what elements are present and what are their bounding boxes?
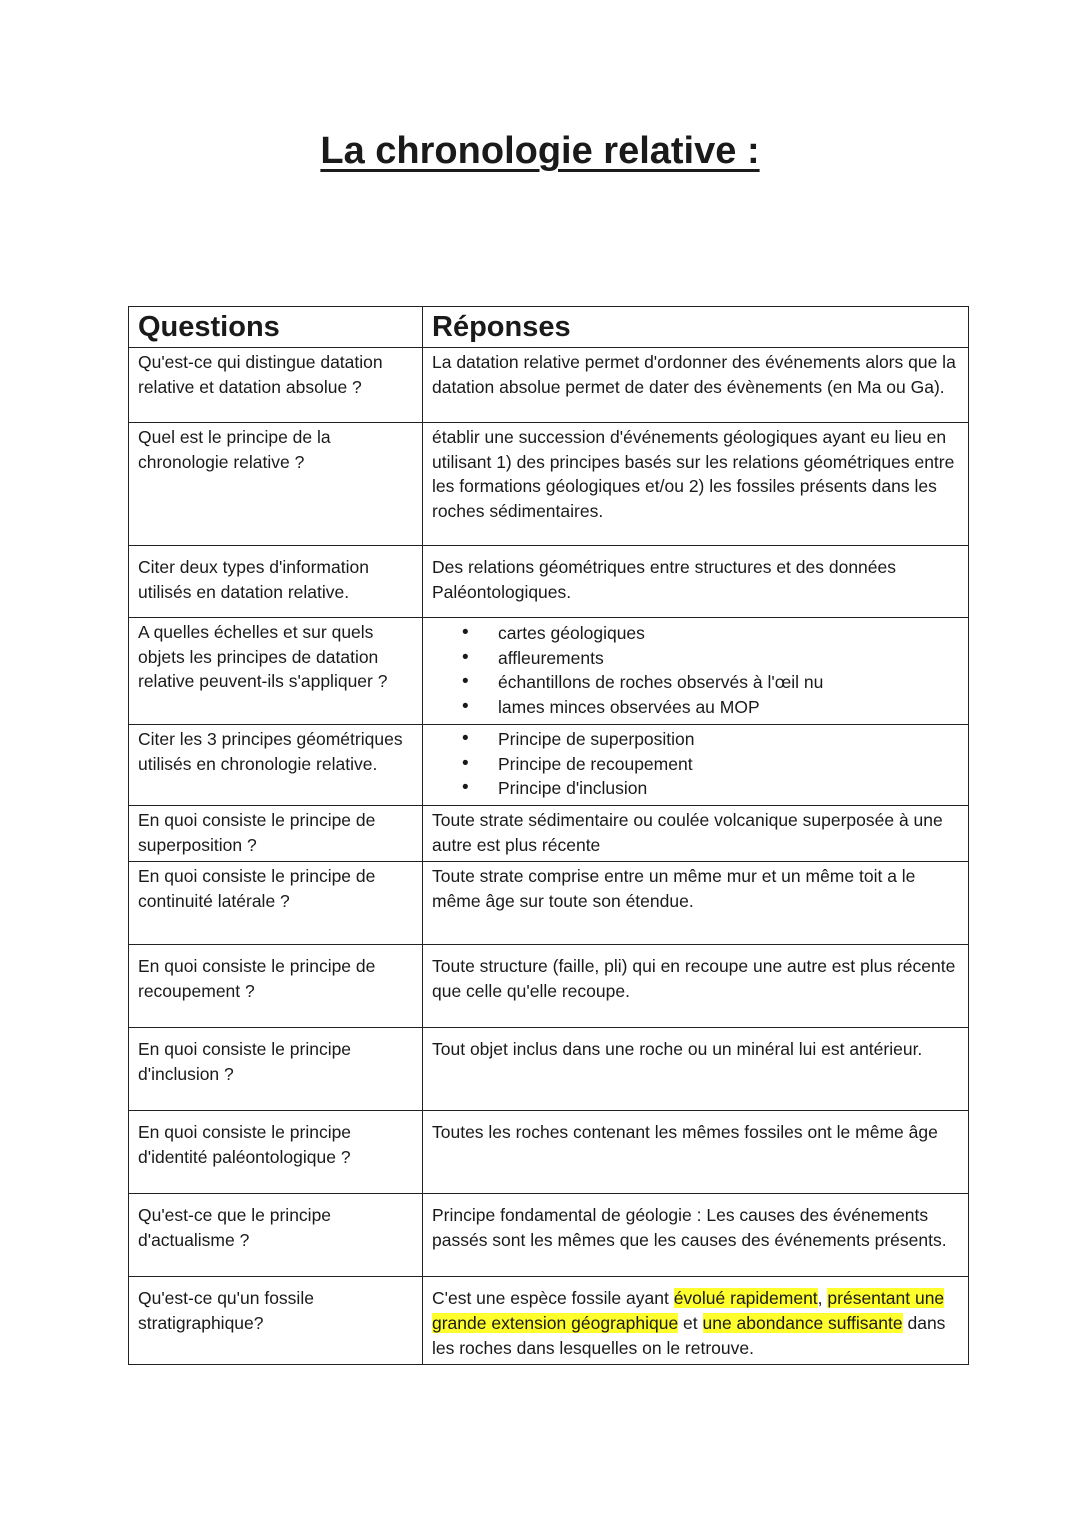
- bullet-item: • affleurements: [432, 646, 959, 671]
- question-cell: En quoi consiste le principe d'inclusion ?: [129, 1028, 423, 1111]
- answer-cell: [423, 724, 969, 805]
- question-cell: Qu'est-ce qu'un fossile stratigraphique?: [129, 1277, 423, 1365]
- bullet-list: [432, 727, 959, 801]
- bullet-item: • Principe de recoupement: [432, 752, 959, 777]
- table-row: [129, 1111, 969, 1194]
- highlighted-text: présentant une grande extension géographique: [432, 1288, 945, 1334]
- answer-cell: [423, 618, 969, 725]
- table-row: [129, 805, 969, 861]
- table-row: [129, 945, 969, 1028]
- table-row: [129, 724, 969, 805]
- answer-text: C'est une espèce fossile ayant: [432, 1288, 674, 1309]
- answer-cell: Des relations géométriques entre structures et des données Paléontologiques.: [423, 546, 969, 618]
- question-cell: Citer deux types d'information utilisés en datation relative.: [129, 546, 423, 618]
- question-cell: En quoi consiste le principe de superposition ?: [129, 805, 423, 861]
- highlighted-text: une abondance suffisante: [702, 1313, 903, 1334]
- table-row: [129, 1277, 969, 1365]
- qa-table: [128, 306, 969, 1365]
- table-header-row: [129, 307, 969, 348]
- table-row: [129, 618, 969, 725]
- answer-text: dans les roches dans lesquelles on le retrouve.: [432, 1313, 946, 1358]
- question-cell: En quoi consiste le principe d'identité paléontologique ?: [129, 1111, 423, 1194]
- answer-cell: La datation relative permet d'ordonner des événements alors que la datation absolue permet de dater des évènements (en Ma ou Ga).: [423, 348, 969, 423]
- answer-cell: [423, 1277, 969, 1365]
- answer-cell: Toute structure (faille, pli) qui en recoupe une autre est plus récente que celle qu'elle recoupe.: [423, 945, 969, 1028]
- column-header-reponses: Réponses: [423, 307, 969, 348]
- question-cell: Quel est le principe de la chronologie relative ?: [129, 423, 423, 546]
- table-row: [129, 423, 969, 546]
- bullet-item: • Principe de superposition: [432, 727, 959, 752]
- question-cell: En quoi consiste le principe de continuité latérale ?: [129, 862, 423, 945]
- question-cell: Qu'est-ce qui distingue datation relative et datation absolue ?: [129, 348, 423, 423]
- answer-cell: Tout objet inclus dans une roche ou un minéral lui est antérieur.: [423, 1028, 969, 1111]
- table-row: [129, 546, 969, 618]
- answer-cell: Toute strate comprise entre un même mur et un même toit a le même âge sur toute son étendue.: [423, 862, 969, 945]
- question-cell: En quoi consiste le principe de recoupement ?: [129, 945, 423, 1028]
- answer-cell: Toutes les roches contenant les mêmes fossiles ont le même âge: [423, 1111, 969, 1194]
- page-title-text: La chronologie relative :: [320, 130, 760, 172]
- question-cell: Qu'est-ce que le principe d'actualisme ?: [129, 1194, 423, 1277]
- answer-cell: établir une succession d'événements géologiques ayant eu lieu en utilisant 1) des principes basés sur les relations géométriques entre les formations géologiques et/ou 2) les fossiles présents dans les roches sédimentaires.: [423, 423, 969, 546]
- table-row: [129, 862, 969, 945]
- answer-text: ,: [817, 1288, 828, 1309]
- column-header-questions: Questions: [129, 307, 423, 348]
- table-row: [129, 348, 969, 423]
- bullet-item: • Principe d'inclusion: [432, 776, 959, 801]
- answer-cell: Principe fondamental de géologie : Les causes des événements passés sont les mêmes que les causes des événements présents.: [423, 1194, 969, 1277]
- answer-cell: Toute strate sédimentaire ou coulée volcanique superposée à une autre est plus récente: [423, 805, 969, 861]
- bullet-item: • lames minces observées au MOP: [432, 695, 959, 720]
- question-cell: Citer les 3 principes géométriques utilisés en chronologie relative.: [129, 724, 423, 805]
- table-row: [129, 1028, 969, 1111]
- page-title: [0, 130, 1080, 173]
- question-cell: A quelles échelles et sur quels objets les principes de datation relative peuvent-ils s'appliquer ?: [129, 618, 423, 725]
- bullet-item: • échantillons de roches observés à l'œil nu: [432, 670, 959, 695]
- highlighted-text: évolué rapidement: [673, 1288, 818, 1309]
- bullet-item: • cartes géologiques: [432, 621, 959, 646]
- bullet-list: [432, 621, 959, 720]
- table-row: [129, 1194, 969, 1277]
- answer-text: et: [678, 1313, 703, 1334]
